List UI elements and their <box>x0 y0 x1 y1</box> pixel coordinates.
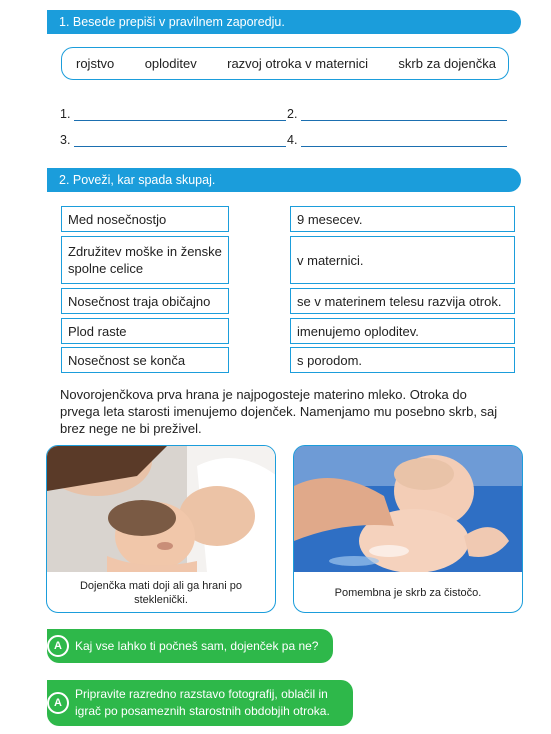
answer-number: 2. <box>287 107 298 121</box>
task-badge-icon: A <box>47 692 69 714</box>
match-left-1[interactable]: Med nosečnostjo <box>61 206 229 232</box>
photo-caption: Dojenčka mati doji ali ga hrani po steklenički. <box>79 580 243 606</box>
answer-number: 1. <box>60 107 71 121</box>
task-badge-icon: A <box>47 635 69 657</box>
match-right-1[interactable]: 9 mesecev. <box>290 206 515 232</box>
photo-caption: Pomembna je skrb za čistočo. <box>334 587 482 599</box>
section1-heading: 1. Besede prepiši v pravilnem zaporedju. <box>47 10 521 34</box>
task-assignment: Pripravite razredno razstavo fotografij, oblačil in igrač po posameznih starostnih obdobjih otroka. <box>47 680 353 726</box>
match-right-2[interactable]: v maternici. <box>290 236 515 284</box>
answer-number: 3. <box>60 133 71 147</box>
answer-line-4[interactable] <box>287 133 507 147</box>
match-left-2[interactable]: Združitev moške in ženske spolne celice <box>61 236 229 284</box>
task-question: Kaj vse lahko ti počneš sam, dojenček pa ne? <box>47 629 333 663</box>
feeding-photo <box>47 446 275 572</box>
answer-line-3[interactable] <box>60 133 286 147</box>
answer-number: 4. <box>287 133 298 147</box>
match-right-4[interactable]: imenujemo oploditev. <box>290 318 515 344</box>
answer-line-2[interactable] <box>287 107 507 121</box>
photo-card-feeding <box>46 445 276 613</box>
answer-blank[interactable] <box>74 134 286 147</box>
photo-card-bathing <box>293 445 523 613</box>
section2-heading: 2. Poveži, kar spada skupaj. <box>47 168 521 192</box>
match-left-3[interactable]: Nosečnost traja običajno <box>61 288 229 314</box>
word-item: skrb za dojenčka <box>398 56 496 71</box>
info-paragraph: Novorojenčkova prva hrana je najpogosteje materino mleko. Otroka do prvega leta starosti imenujemo dojenček. Namenjamo mu posebno skrb, saj brez nege ne bi preživel. <box>60 387 498 436</box>
match-right-5[interactable]: s porodom. <box>290 347 515 373</box>
word-bank <box>61 47 509 80</box>
match-right-3[interactable]: se v materinem telesu razvija otrok. <box>290 288 515 314</box>
match-left-5[interactable]: Nosečnost se konča <box>61 347 229 373</box>
match-left-4[interactable]: Plod raste <box>61 318 229 344</box>
answer-line-1[interactable] <box>60 107 286 121</box>
answer-blank[interactable] <box>74 108 286 121</box>
word-item: rojstvo <box>76 56 115 71</box>
answer-blank[interactable] <box>301 108 507 121</box>
word-item: razvoj otroka v maternici <box>227 56 369 71</box>
bathing-photo <box>294 446 522 572</box>
word-item: oploditev <box>144 56 197 71</box>
answer-blank[interactable] <box>301 134 507 147</box>
